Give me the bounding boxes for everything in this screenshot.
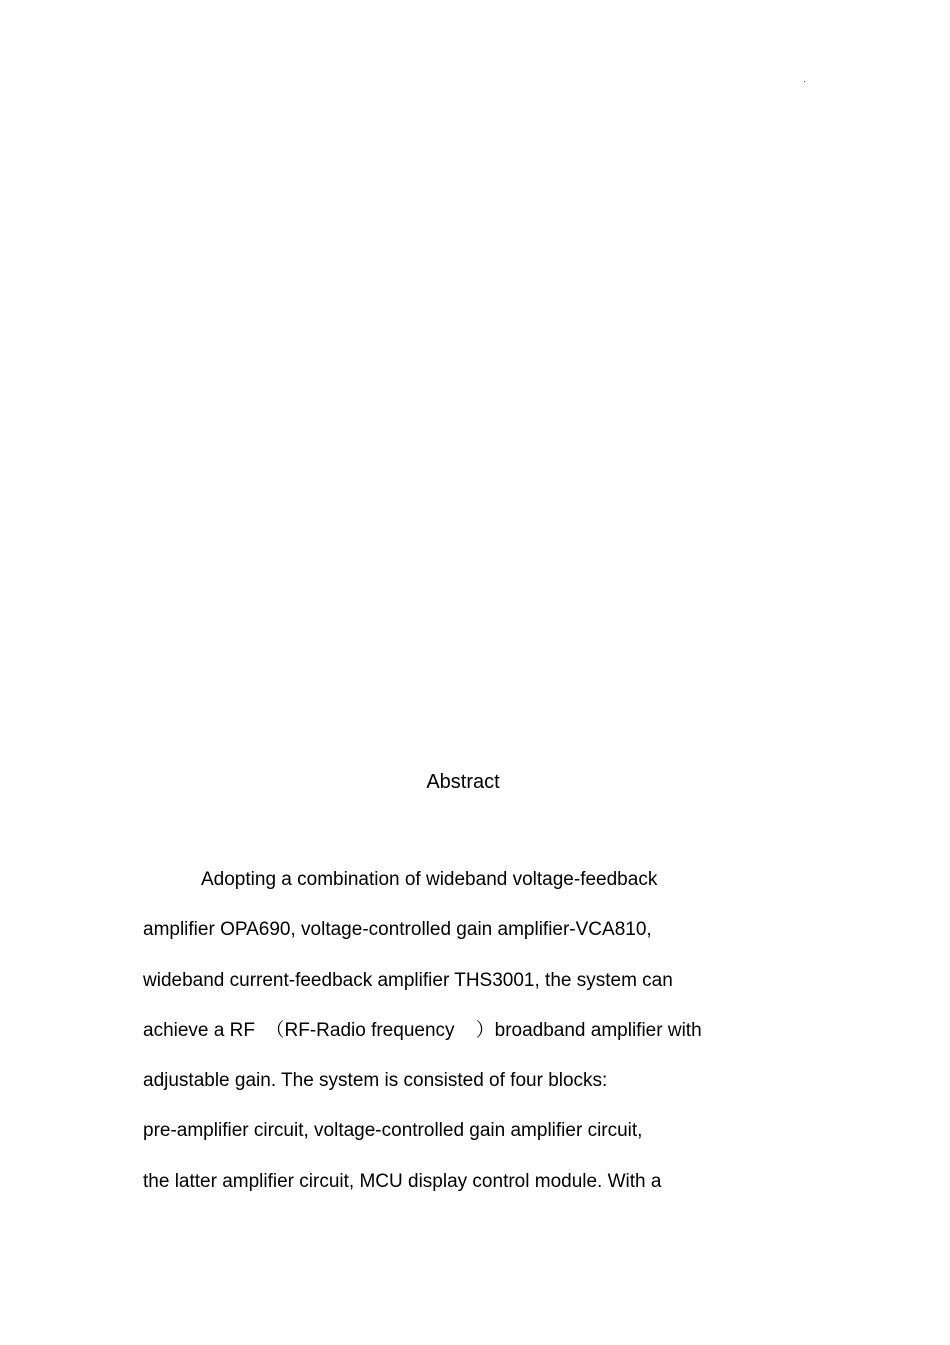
- body-line: the latter amplifier circuit, MCU display control module. With a: [143, 1170, 662, 1192]
- abstract-body: [143, 867, 823, 1219]
- body-line: amplifier OPA690, voltage-controlled gain amplifier-VCA810,: [143, 919, 652, 941]
- body-line: Adopting a combination of wideband voltage-feedback: [201, 869, 658, 890]
- abstract-title: Abstract: [426, 771, 500, 793]
- body-line: pre-amplifier circuit, voltage-controlled gain amplifier circuit,: [143, 1120, 643, 1142]
- body-line: achieve a RF （RF-Radio frequency ）broadband amplifier with: [143, 1019, 702, 1041]
- body-line: wideband current-feedback amplifier THS3001, the system can: [143, 969, 673, 991]
- body-line: adjustable gain. The system is consisted of four blocks:: [143, 1070, 608, 1092]
- corner-mark: ·: [803, 76, 806, 86]
